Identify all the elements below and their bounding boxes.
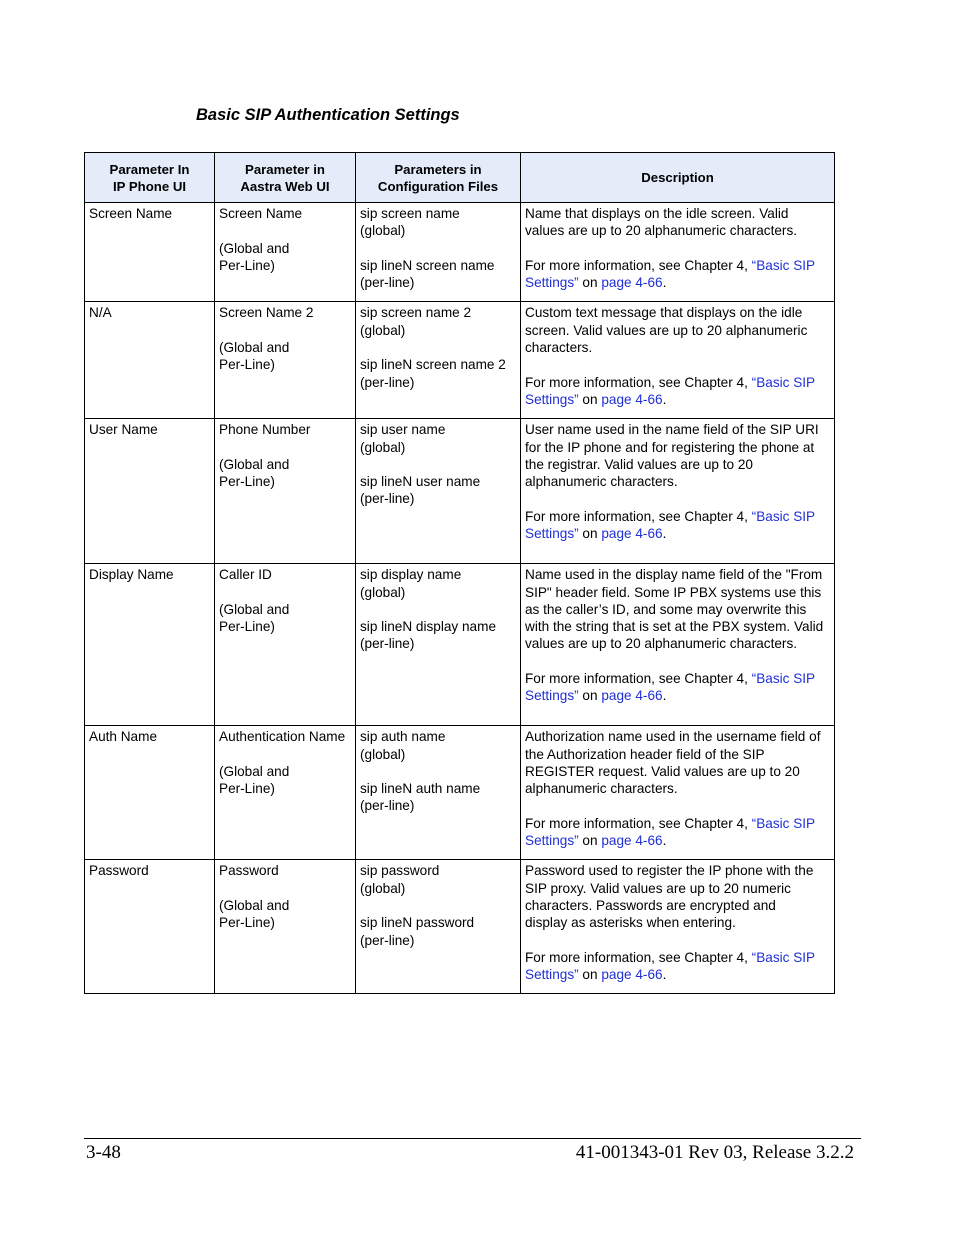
basic-sip-settings-link[interactable]: “Basic SIP <box>751 815 816 831</box>
on-text: on <box>578 967 602 983</box>
cell-text: sip screen name <box>360 206 460 221</box>
spacer <box>525 240 830 257</box>
description-line: for the IP phone and for registering the phone at <box>525 439 815 455</box>
cell-text: Password <box>219 863 279 879</box>
header-text: Parameters in <box>394 161 482 177</box>
cell-web-ui <box>215 203 356 302</box>
basic-sip-settings-link[interactable]: Settings” <box>525 688 579 704</box>
cell-text: (per-line) <box>360 798 415 814</box>
cell-text: (Global and <box>219 456 290 472</box>
on-text: on <box>578 688 602 704</box>
description-line: values are up to 20 alphanumeric characters. <box>525 636 798 652</box>
more-info-line <box>525 670 830 687</box>
cell-text: Screen Name 2 <box>219 305 314 321</box>
page-reference-link[interactable]: page 4-66 <box>601 526 663 542</box>
table-row <box>85 860 835 994</box>
description-line: characters. Passwords are encrypted and <box>525 897 776 913</box>
spacer <box>525 932 830 949</box>
cell-text: (Global and <box>219 601 290 617</box>
description-line: REGISTER request. Valid values are up to 20 <box>525 763 800 779</box>
cell-text: (per-line) <box>360 636 415 652</box>
cell-ip-phone-ui <box>85 419 215 564</box>
page-reference-link[interactable]: page 4-66 <box>601 833 663 849</box>
on-text: on <box>578 391 602 407</box>
cell-text: (per-line) <box>360 275 415 291</box>
page-reference-link[interactable]: page 4-66 <box>601 275 663 291</box>
description-line: display as asterisks when entering. <box>525 915 736 931</box>
period-text: . <box>662 833 667 849</box>
header-ip-phone-ui <box>85 153 215 203</box>
spacer <box>360 763 516 780</box>
cell-description <box>521 564 835 726</box>
table-row <box>85 726 835 860</box>
page-number: 3-48 <box>86 1142 121 1163</box>
header-web-ui <box>215 153 356 203</box>
description-line: Name used in the display name field of the "From <box>525 567 823 583</box>
spacer <box>525 797 830 814</box>
cell-text: Per-Line) <box>219 619 275 635</box>
header-description <box>521 153 835 203</box>
cell-text: (Global and <box>219 897 290 913</box>
cell-text: Phone Number <box>219 422 311 438</box>
footer-divider <box>84 1138 861 1139</box>
cell-text: sip lineN screen name <box>360 257 495 273</box>
cell-text: sip lineN display name <box>360 619 497 635</box>
header-text: Description <box>641 170 714 185</box>
more-info-line <box>525 949 830 966</box>
more-info-text: For more information, see Chapter 4, <box>525 374 752 390</box>
basic-sip-settings-link[interactable]: “Basic SIP <box>751 671 816 687</box>
cell-config-files <box>356 564 521 726</box>
period-text: . <box>662 526 667 542</box>
cell-config-files <box>356 726 521 860</box>
spacer <box>219 880 351 897</box>
cell-description <box>521 203 835 302</box>
on-text: on <box>578 833 602 849</box>
cell-ip-phone-ui <box>85 726 215 860</box>
cell-config-files <box>356 860 521 994</box>
basic-sip-settings-link[interactable]: Settings” <box>525 833 579 849</box>
basic-sip-settings-link[interactable]: Settings” <box>525 391 579 407</box>
spacer <box>219 746 351 763</box>
basic-sip-settings-link[interactable]: “Basic SIP <box>751 374 816 390</box>
description-line: the registrar. Valid values are up to 20 <box>525 456 753 472</box>
cell-text: Per-Line) <box>219 474 275 490</box>
cell-ip-phone-ui <box>85 203 215 302</box>
basic-sip-settings-link[interactable]: “Basic SIP <box>751 257 816 273</box>
basic-sip-settings-link[interactable]: Settings” <box>525 967 579 983</box>
spacer <box>360 339 516 356</box>
basic-sip-settings-link[interactable]: Settings” <box>525 526 579 542</box>
cell-text: (per-line) <box>360 374 415 390</box>
more-info-line <box>525 257 830 274</box>
cell-text: Password <box>89 863 149 879</box>
cell-web-ui <box>215 419 356 564</box>
basic-sip-settings-link[interactable]: “Basic SIP <box>751 508 816 524</box>
description-line: characters. <box>525 340 593 356</box>
description-line: the Authorization header field of the SIP <box>525 746 765 762</box>
table-body <box>85 203 835 994</box>
page-reference-link[interactable]: page 4-66 <box>601 688 663 704</box>
period-text: . <box>662 688 667 704</box>
cell-ip-phone-ui <box>85 860 215 994</box>
basic-sip-settings-link[interactable]: “Basic SIP <box>751 949 816 965</box>
cell-config-files <box>356 203 521 302</box>
cell-text: sip lineN user name <box>360 474 481 490</box>
cell-text: (per-line) <box>360 932 415 948</box>
description-line: alphanumeric characters. <box>525 781 678 797</box>
document-id: 41-001343-01 Rev 03, Release 3.2.2 <box>575 1142 854 1163</box>
description-line: User name used in the name field of the SIP URI <box>525 422 819 438</box>
more-info-line <box>525 374 830 391</box>
cell-ip-phone-ui <box>85 302 215 419</box>
cell-text: sip lineN password <box>360 915 475 931</box>
table-row <box>85 302 835 419</box>
cell-text: (Global and <box>219 763 290 779</box>
description-line: Password used to register the IP phone with the <box>525 863 814 879</box>
cell-text: (global) <box>360 223 406 239</box>
cell-text: Per-Line) <box>219 257 275 273</box>
description-line: alphanumeric characters. <box>525 474 678 490</box>
more-info-text: For more information, see Chapter 4, <box>525 949 752 965</box>
cell-text: sip user name <box>360 422 446 438</box>
spacer <box>360 456 516 473</box>
cell-description <box>521 726 835 860</box>
cell-text: Per-Line) <box>219 357 275 373</box>
cell-text: Screen Name <box>219 206 303 221</box>
cell-text: (per-line) <box>360 491 415 507</box>
cell-text: (Global and <box>219 240 290 256</box>
cell-text: Auth Name <box>89 729 158 745</box>
cell-web-ui <box>215 726 356 860</box>
period-text: . <box>662 275 667 291</box>
description-line: SIP proxy. Valid values are up to 20 numeric <box>525 880 791 896</box>
page-reference-link[interactable]: page 4-66 <box>601 967 663 983</box>
more-info-line <box>525 525 830 542</box>
cell-text: Screen Name <box>89 206 173 221</box>
spacer <box>219 222 351 239</box>
cell-text: Per-Line) <box>219 915 275 931</box>
table-row <box>85 564 835 726</box>
cell-web-ui <box>215 302 356 419</box>
more-info-line <box>525 508 830 525</box>
more-info-text: For more information, see Chapter 4, <box>525 508 752 524</box>
spacer <box>219 584 351 601</box>
cell-text: (global) <box>360 746 406 762</box>
cell-web-ui <box>215 860 356 994</box>
section-title: Basic SIP Authentication Settings <box>196 106 460 124</box>
on-text: on <box>578 526 602 542</box>
cell-text: N/A <box>89 305 112 321</box>
spacer <box>360 897 516 914</box>
spacer <box>219 322 351 339</box>
more-info-line <box>525 966 830 983</box>
table-row <box>85 419 835 564</box>
more-info-text: For more information, see Chapter 4, <box>525 815 752 831</box>
header-text: Parameter In <box>109 161 190 177</box>
parameters-table <box>84 152 835 994</box>
cell-text: Per-Line) <box>219 781 275 797</box>
cell-text: sip screen name 2 <box>360 305 472 321</box>
spacer <box>525 653 830 670</box>
cell-text: Display Name <box>89 567 174 583</box>
more-info-text: For more information, see Chapter 4, <box>525 671 752 687</box>
more-info-line <box>525 687 830 704</box>
description-line: screen. Valid values are up to 20 alphanumeric <box>525 322 808 338</box>
description-line: Authorization name used in the username field of <box>525 729 821 745</box>
more-info-text: For more information, see Chapter 4, <box>525 257 752 273</box>
header-text: Aastra Web UI <box>240 178 330 194</box>
more-info-line <box>525 832 830 849</box>
cell-text: sip lineN screen name 2 <box>360 357 506 373</box>
basic-sip-settings-link[interactable]: Settings” <box>525 275 579 291</box>
cell-text: (global) <box>360 880 406 896</box>
on-text: on <box>578 275 602 291</box>
spacer <box>525 356 830 373</box>
cell-text: (global) <box>360 439 406 455</box>
spacer <box>360 601 516 618</box>
cell-text: (global) <box>360 322 406 338</box>
cell-text: (global) <box>360 584 406 600</box>
cell-config-files <box>356 302 521 419</box>
more-info-line <box>525 274 830 291</box>
spacer <box>219 439 351 456</box>
table-header-row <box>85 153 835 203</box>
cell-description <box>521 419 835 564</box>
spacer <box>360 240 516 257</box>
cell-description <box>521 860 835 994</box>
header-config-files <box>356 153 521 203</box>
cell-text: sip display name <box>360 567 462 583</box>
description-line: as the caller’s ID, and some may overwrite this <box>525 601 807 617</box>
header-text: Parameter in <box>245 161 325 177</box>
description-line: Name that displays on the idle screen. Valid <box>525 206 789 221</box>
page-reference-link[interactable]: page 4-66 <box>601 391 663 407</box>
cell-description <box>521 302 835 419</box>
cell-ip-phone-ui <box>85 564 215 726</box>
table-row <box>85 203 835 302</box>
cell-text: Authentication Name <box>219 729 346 745</box>
cell-text: (Global and <box>219 340 290 356</box>
cell-config-files <box>356 419 521 564</box>
description-line: values are up to 20 alphanumeric characters. <box>525 223 798 239</box>
cell-text: sip auth name <box>360 729 446 745</box>
period-text: . <box>662 391 667 407</box>
description-line: Custom text message that displays on the idle <box>525 305 803 321</box>
spacer <box>525 490 830 507</box>
header-text: IP Phone UI <box>112 178 187 194</box>
cell-web-ui <box>215 564 356 726</box>
header-text: Configuration Files <box>377 178 499 194</box>
cell-text: Caller ID <box>219 567 272 583</box>
more-info-line <box>525 391 830 408</box>
cell-text: sip password <box>360 863 440 879</box>
more-info-line <box>525 815 830 832</box>
period-text: . <box>662 967 667 983</box>
cell-text: sip lineN auth name <box>360 781 481 797</box>
description-line: SIP" header field. Some IP PBX systems use this <box>525 584 822 600</box>
cell-text: User Name <box>89 422 158 438</box>
description-line: with the string that is set at the PBX system. Valid <box>525 619 824 635</box>
